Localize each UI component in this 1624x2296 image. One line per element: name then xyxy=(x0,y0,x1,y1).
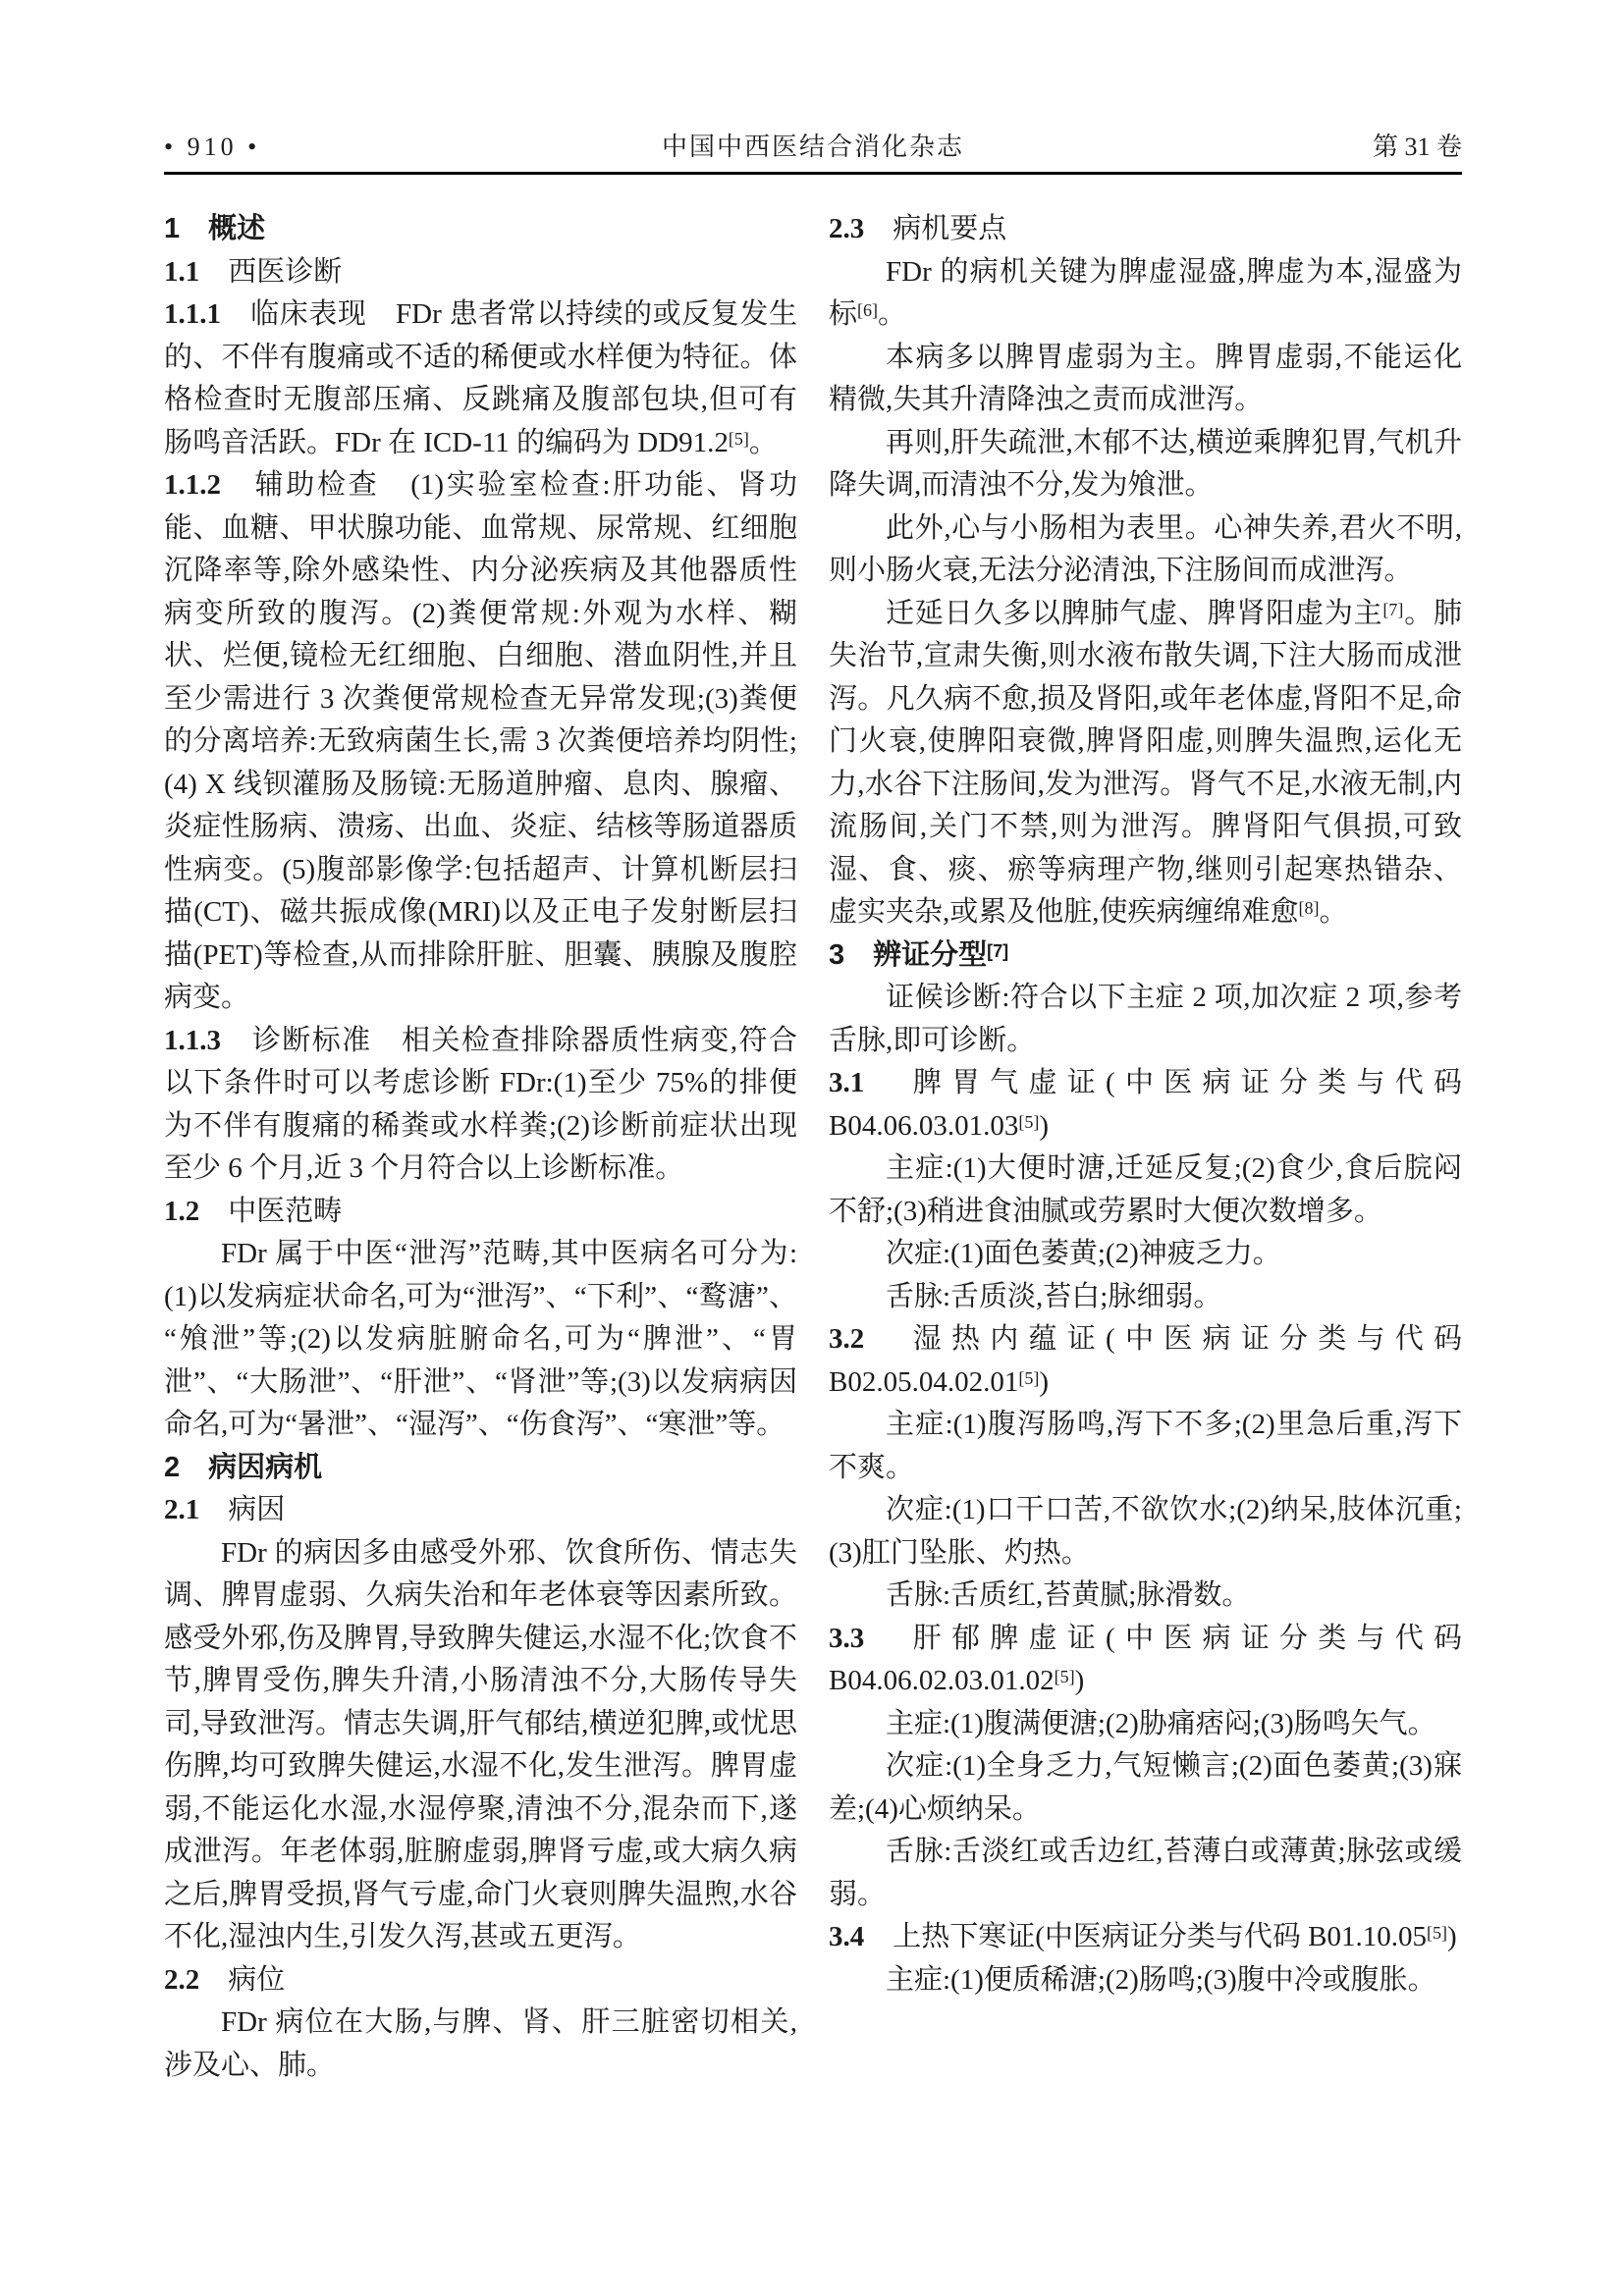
text-run: 脾胃气虚证(中医病证分类与代码 B04.06.03.01.03 xyxy=(829,1067,1462,1142)
paragraph xyxy=(829,1404,1462,1489)
paragraph xyxy=(164,1020,797,1191)
paragraph xyxy=(829,1233,1462,1276)
text-run: 病因 xyxy=(199,1494,286,1525)
reference-superscript: [5] xyxy=(1427,1923,1448,1943)
text-run: 迁延日久多以脾肺气虚、脾肾阳虚为主 xyxy=(886,597,1383,629)
text-run: FDr 病位在大肠,与脾、肾、肝三脏密切相关,涉及心、肺。 xyxy=(164,2006,797,2081)
text-run: 1.1 xyxy=(164,255,200,288)
text-run: 上热下寒证(中医病证分类与代码 B01.10.05 xyxy=(864,1921,1428,1952)
paragraph xyxy=(829,507,1462,593)
paragraph xyxy=(829,593,1462,934)
text-run: FDr 的病因多由感受外邪、饮食所伤、情志失调、脾胃虚弱、久病失治和年老体衰等因素所致。感受外邪,伤及脾胃,导致脾失健运,水湿不化;饮食不节,脾胃受伤,脾失升清,小肠清浊不分,大肠传导失司,导致泄泻。情志失调,肝气郁结,横逆犯脾,或忧思伤脾,均可致脾失健运,水湿不化,发生泄泻。脾胃虚弱,不能运化水湿,水湿停聚,清浊不分,混杂而下,遂成泄泻。年老体弱,脏腑虚弱,脾肾亏虚,或大病久病之后,脾胃受损,肾气亏虚,命门火衰则脾失温煦,水谷不化,湿浊内生,引发久泻,甚或五更泻。 xyxy=(164,1536,797,1952)
section-heading xyxy=(829,1318,1462,1404)
text-run: 诊断标准 相关检查排除器质性病变,符合以下条件时可以考虑诊断 FDr:(1)至少 75%的排便为不伴有腹痛的稀粪或水样粪;(2)诊断前症状出现至少 6 个月,近 3 个月符合以上诊断标准。 xyxy=(164,1024,797,1184)
text-run: 湿热内蕴证(中医病证分类与代码 B02.05.04.02.01 xyxy=(829,1323,1462,1398)
text-run: 1.1.2 xyxy=(164,469,221,501)
text-run: ) xyxy=(1074,1665,1085,1696)
page-header xyxy=(164,131,1462,164)
text-run: 3.2 xyxy=(829,1323,865,1355)
paragraph xyxy=(164,1233,797,1447)
right-column xyxy=(829,208,1462,2087)
section-heading xyxy=(164,251,797,294)
paragraph xyxy=(829,1703,1462,1746)
section-heading xyxy=(164,1447,797,1490)
text-run: 次症:(1)面色萎黄;(2)神疲乏力。 xyxy=(886,1238,1281,1269)
text-run: 中医范畴 xyxy=(199,1195,343,1227)
reference-superscript: [5] xyxy=(1018,1111,1040,1132)
text-run: 。 xyxy=(1319,896,1348,928)
reference-superscript: [8] xyxy=(1298,898,1320,918)
text-run: FDr 的病机关键为脾虚湿盛,脾虚为本,湿盛为标 xyxy=(829,255,1462,330)
section-heading xyxy=(164,1959,797,2002)
paragraph xyxy=(829,1489,1462,1575)
text-run: 舌脉:舌质红,苔黄腻;脉滑数。 xyxy=(886,1579,1251,1611)
text-run: 。 xyxy=(878,298,907,330)
reference-superscript: [7] xyxy=(1382,599,1404,619)
text-run: 舌脉:舌质淡,苔白;脉细弱。 xyxy=(886,1280,1222,1312)
section-heading xyxy=(164,1191,797,1234)
text-run: 西医诊断 xyxy=(199,255,343,288)
paragraph xyxy=(829,1959,1462,2002)
text-run: ) xyxy=(1039,1365,1050,1398)
text-run: 2.2 xyxy=(164,1963,200,1996)
text-run: 病位 xyxy=(199,1963,286,1996)
section-heading xyxy=(829,934,1462,978)
text-run: 再则,肝失疏泄,木郁不达,横逆乘脾犯胃,气机升降失调,而清浊不分,发为飧泄。 xyxy=(829,426,1462,501)
section-heading xyxy=(829,1062,1462,1148)
text-run: 主症:(1)大便时溏,迁延反复;(2)食少,食后脘闷不舒;(3)稍进食油腻或劳累时大便次数增多。 xyxy=(829,1152,1462,1227)
text-run: 病机要点 xyxy=(864,213,1007,244)
text-run: 此外,心与小肠相为表里。心神失养,君火不明,则小肠火衰,无法分泌清浊,下注肠间而成泄泻。 xyxy=(829,511,1462,586)
section-heading xyxy=(164,208,797,251)
text-run: 1 概述 xyxy=(164,213,266,244)
text-run: 。 xyxy=(748,426,778,458)
paragraph xyxy=(164,294,797,464)
paragraph xyxy=(164,2002,797,2087)
reference-superscript: [6] xyxy=(857,300,879,320)
paragraph xyxy=(829,337,1462,422)
text-run: 1.1.3 xyxy=(164,1024,221,1056)
left-column xyxy=(164,208,797,2087)
text-run: 3 辨证分型 xyxy=(829,938,988,971)
reference-superscript: [5] xyxy=(1018,1367,1040,1388)
reference-superscript: [5] xyxy=(728,428,749,449)
paragraph xyxy=(164,464,797,1020)
section-heading xyxy=(164,1489,797,1532)
paragraph xyxy=(829,1148,1462,1233)
text-run: 辅助检查 (1)实验室检查:肝功能、肾功能、血糖、甲状腺功能、血常规、尿常规、红细胞沉降率等,除外感染性、内分泌疾病及其他器质性病变所致的腹泻。(2)粪便常规:外观为水样、糊状、烂便,镜检无红细胞、白细胞、潜血阴性,并且至少需进行 3 次粪便常规检查无异常发现;(3)粪便的分离培养:无致病菌生长,需 3 次粪便培养均阴性;(4) X 线钡灌肠及肠镜:无肠道肿瘤、息肉、腺瘤、炎症性肠病、溃疡、出血、炎症、结核等肠道器质性病变。(5)腹部影像学:包括超声、计算机断层扫描(CT)、磁共振成像(MRI)以及正电子发射断层扫描(PET)等检查,从而排除肝脏、胆囊、胰腺及腹腔病变。 xyxy=(164,469,797,1013)
text-run: 3.1 xyxy=(829,1067,865,1098)
text-run: FDr 属于中医“泄泻”范畴,其中医病名可分为:(1)以发病症状命名,可为“泄泻”、“下利”、“鹜溏”、“飧泄”等;(2)以发病脏腑命名,可为“脾泄”、“胃泄”、“大肠泄”、“肝泄”、“肾泄”等;(3)以发病病因命名,可为“暑泄”、“湿泻”、“伤食泻”、“寒泄”等。 xyxy=(164,1238,797,1440)
paragraph xyxy=(829,1745,1462,1831)
journal-title: 中国中西医结合消化杂志 xyxy=(661,133,965,161)
text-run: 证候诊断:符合以下主症 2 项,加次症 2 项,参考舌脉,即可诊断。 xyxy=(829,982,1462,1056)
text-run: 3.4 xyxy=(829,1921,865,1952)
text-run: 主症:(1)腹满便溏;(2)胁痛痞闷;(3)肠鸣矢气。 xyxy=(886,1707,1436,1739)
text-run: 3.3 xyxy=(829,1622,865,1654)
header-rule xyxy=(164,172,1462,175)
article-body xyxy=(164,208,1462,2087)
page-number: • 910 • xyxy=(164,133,261,161)
text-run: 1.2 xyxy=(164,1195,200,1227)
section-heading xyxy=(829,208,1462,251)
reference-superscript: [5] xyxy=(1054,1667,1075,1686)
text-run: ) xyxy=(1039,1109,1050,1142)
text-run: 1.1.1 xyxy=(164,298,221,330)
volume-label: 第 31 卷 xyxy=(1372,133,1462,161)
paragraph xyxy=(829,422,1462,507)
text-run: 。肺失治节,宣肃失衡,则水液布散失调,下注大肠而成泄泻。凡久病不愈,损及肾阳,或年老体虚,肾阳不足,命门火衰,使脾阳衰微,脾肾阳虚,则脾失温煦,运化无力,水谷下注肠间,发为泄泻。肾气不足,水液无制,内流肠间,关门不禁,则为泄泻。脾肾阳气俱损,可致湿、食、痰、瘀等病理产物,继则引起寒热错杂、虚实夹杂,或累及他脏,使疾病缠绵难愈 xyxy=(829,597,1462,928)
text-run: 临床表现 FDr 患者常以持续的或反复发生的、不伴有腹痛或不适的稀便或水样便为特征。体格检查时无腹部压痛、反跳痛及腹部包块,但可有肠鸣音活跃。FDr 在 ICD-11 的编码为 DD91.2 xyxy=(164,298,797,458)
text-run: 2 病因病机 xyxy=(164,1451,323,1483)
text-run: ) xyxy=(1447,1921,1457,1952)
text-run: 肝郁脾虚证(中医病证分类与代码 B04.06.02.03.01.02 xyxy=(829,1622,1462,1696)
text-run: 本病多以脾胃虚弱为主。脾胃虚弱,不能运化精微,失其升清降浊之责而成泄泻。 xyxy=(829,341,1462,415)
paragraph xyxy=(829,977,1462,1062)
paragraph xyxy=(829,251,1462,337)
text-run: 次症:(1)全身乏力,气短懒言;(2)面色萎黄;(3)寐差;(4)心烦纳呆。 xyxy=(829,1750,1462,1825)
section-heading xyxy=(829,1916,1462,1959)
reference-superscript: [7] xyxy=(987,940,1009,961)
text-run: 次症:(1)口干口苦,不欲饮水;(2)纳呆,肢体沉重;(3)肛门坠胀、灼热。 xyxy=(829,1494,1462,1569)
text-run: 2.3 xyxy=(829,213,865,244)
paragraph xyxy=(829,1831,1462,1916)
text-run: 2.1 xyxy=(164,1494,200,1525)
section-heading xyxy=(829,1618,1462,1703)
paragraph xyxy=(829,1575,1462,1618)
text-run: 主症:(1)便质稀溏;(2)肠鸣;(3)腹中冷或腹胀。 xyxy=(886,1963,1436,1996)
text-run: 主症:(1)腹泻肠鸣,泻下不多;(2)里急后重,泻下不爽。 xyxy=(829,1409,1462,1483)
text-run: 舌脉:舌淡红或舌边红,苔薄白或薄黄;脉弦或缓弱。 xyxy=(829,1836,1462,1910)
paragraph xyxy=(164,1532,797,1959)
paragraph xyxy=(829,1276,1462,1319)
